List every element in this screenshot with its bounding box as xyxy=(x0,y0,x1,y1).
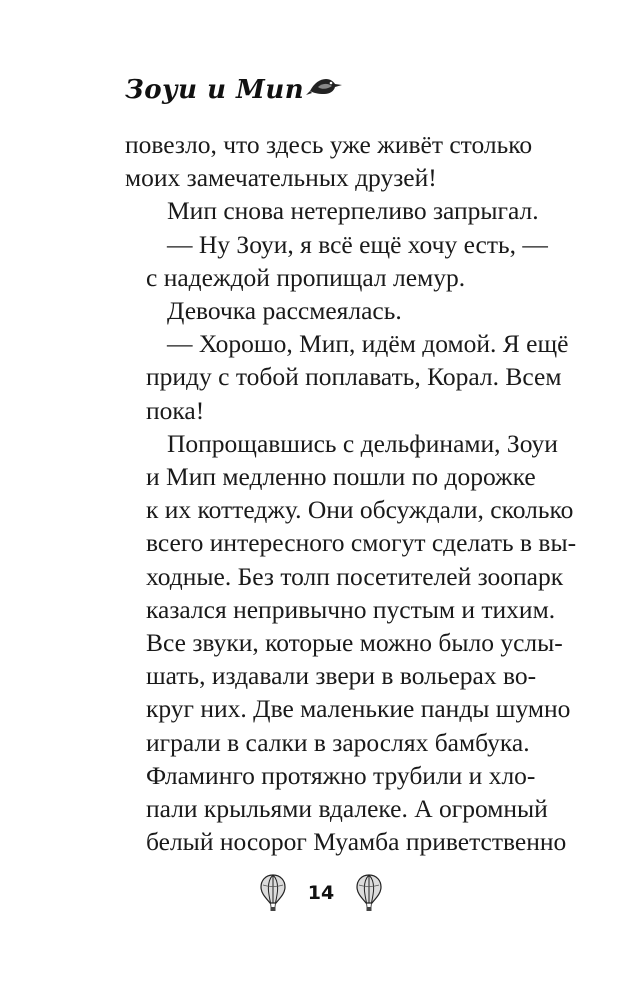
paragraph xyxy=(125,194,539,227)
text-line: шать, издавали звери в вольерах во- xyxy=(146,661,537,691)
text-line: пали крыльями вдалеке. А огромный xyxy=(146,794,548,824)
text-line: всего интересного смогут сделать в вы- xyxy=(146,528,577,558)
text-line: Мип снова нетерпеливо запрыгал. xyxy=(167,196,539,226)
text-line: моих замечательных друзей! xyxy=(125,163,437,193)
hot-air-balloon-icon xyxy=(356,873,382,913)
paragraph xyxy=(125,128,533,194)
text-line: — Хорошо, Мип, идём домой. Я ещё xyxy=(167,329,569,359)
text-line: повезло, что здесь уже живёт столько xyxy=(125,130,533,159)
text-line: играли в салки в зарослях бамбука. xyxy=(146,727,530,757)
running-head xyxy=(125,70,346,110)
text-line: ходные. Без толп посетителей зоопарк xyxy=(146,561,564,591)
text-line: с надеждой пропищал лемур. xyxy=(146,262,466,292)
paragraph xyxy=(125,327,569,427)
text-line: белый носорог Муамба приветственно xyxy=(146,827,567,857)
page-number: 14 xyxy=(307,882,335,904)
paragraph xyxy=(125,427,577,859)
text-line: приду с тобой поплавать, Корал. Всем xyxy=(146,362,562,392)
text-line: Девочка рассмеялась. xyxy=(167,296,402,326)
text-body xyxy=(125,128,577,858)
text-line: круг них. Две маленькие панды шумно xyxy=(146,694,571,724)
text-line: Фламинго протяжно трубили и хло- xyxy=(146,760,536,790)
text-line: — Ну Зоуи, я всё ещё хочу есть, — xyxy=(167,229,548,259)
series-title: Зоуи и Мип xyxy=(125,75,305,105)
hot-air-balloon-icon xyxy=(260,873,286,913)
text-line: пока! xyxy=(146,395,205,425)
paragraph xyxy=(125,228,548,294)
page-footer xyxy=(260,866,382,920)
text-line: и Мип медленно пошли по дорожке xyxy=(146,462,536,492)
text-line: казался непривычно пустым и тихим. xyxy=(146,594,556,624)
text-line: к их коттеджу. Они обсуждали, сколько xyxy=(146,495,574,525)
text-line: Все звуки, которые можно было услы- xyxy=(146,628,563,658)
paragraph xyxy=(125,294,527,327)
text-line: Попрощавшись с дельфинами, Зоуи xyxy=(167,428,558,458)
bird-icon xyxy=(306,71,346,99)
